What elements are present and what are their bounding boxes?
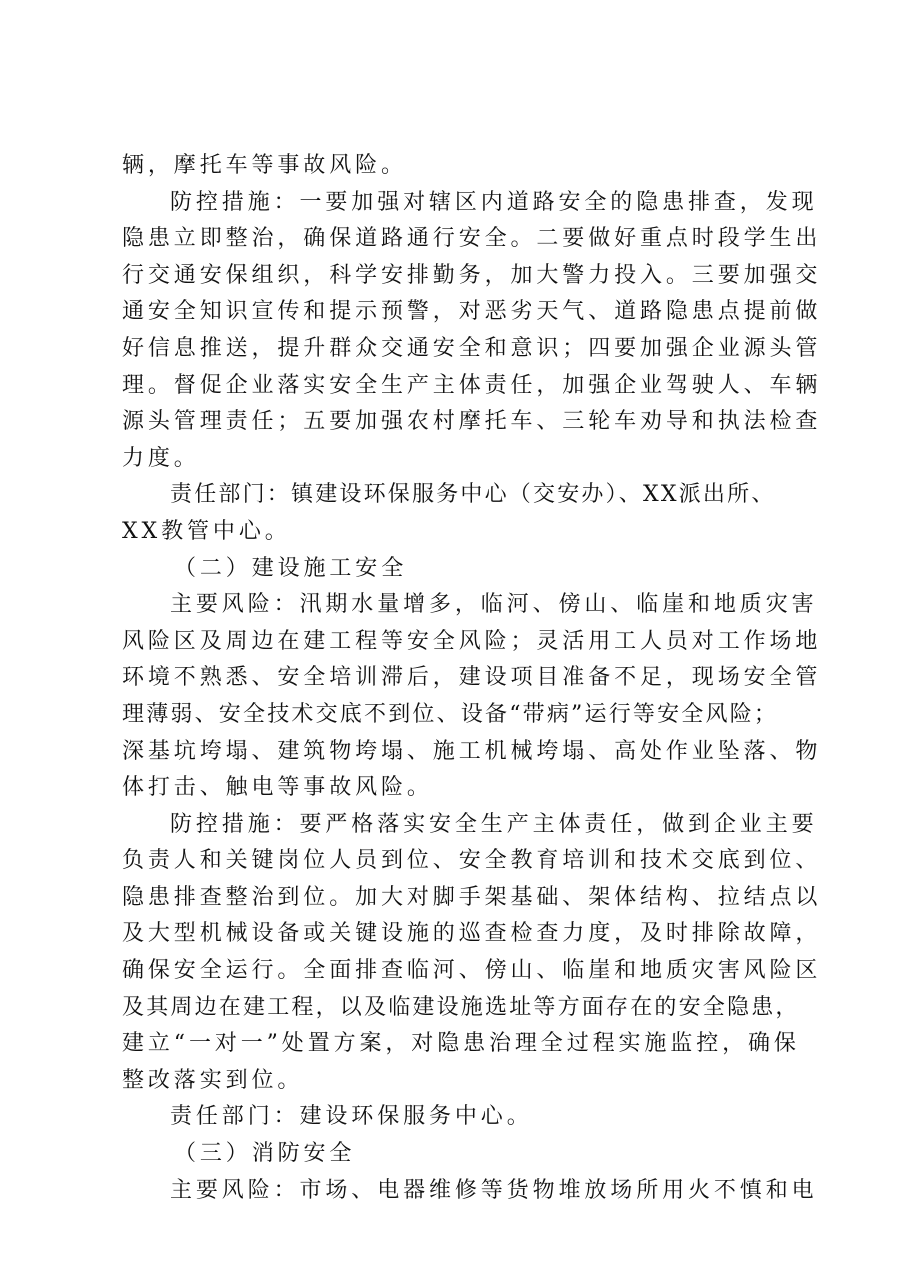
document-body	[122, 148, 822, 1209]
paragraph-line: 建立“一对一”处置方案，对隐患治理全过程实施监控，确保	[122, 1031, 800, 1057]
paragraph-line: 理薄弱、安全技术交底不到位、设备“带病”运行等安全风险；	[122, 701, 779, 727]
section-heading: （三）消防安全	[174, 1141, 356, 1167]
paragraph-line: 深基坑垮塌、建筑物垮塌、施工机械垮塌、高处作业坠落、物	[122, 738, 822, 764]
paragraph-line: 负责人和关键岗位人员到位、安全教育培训和技术交底到位、	[122, 848, 822, 874]
paragraph-line: 及大型机械设备或关键设施的巡查检查力度，及时排除故障，	[122, 921, 822, 947]
paragraph-line: 好信息推送，提升群众交通安全和意识；四要加强企业源头管	[122, 335, 822, 361]
paragraph-line: XX教管中心。	[122, 518, 291, 544]
paragraph-line: 责任部门：镇建设环保服务中心（交安办）、XX派出所、	[170, 482, 776, 508]
paragraph-line: 环境不熟悉、安全培训滞后，建设项目准备不足，现场安全管	[122, 665, 822, 691]
paragraph-line: 整改落实到位。	[122, 1067, 304, 1093]
paragraph-line: 理。督促企业落实安全生产主体责任，加强企业驾驶人、车辆	[122, 372, 822, 398]
paragraph-line: 行交通安保组织，科学安排勤务，加大警力投入。三要加强交	[122, 262, 822, 288]
paragraph-line: 源头管理责任；五要加强农村摩托车、三轮车劝导和执法检查	[122, 409, 822, 435]
paragraph-line: 及其周边在建工程，以及临建设施选址等方面存在的安全隐患，	[122, 994, 800, 1020]
section-heading: （二）建设施工安全	[174, 555, 408, 581]
paragraph-line: 风险区及周边在建工程等安全风险；灵活用工人员对工作场地	[122, 628, 822, 654]
paragraph-line: 主要风险：市场、电器维修等货物堆放场所用火不慎和电	[170, 1177, 818, 1203]
paragraph-line: 防控措施：一要加强对辖区内道路安全的隐患排查，发现	[170, 189, 818, 215]
paragraph-line: 责任部门：建设环保服务中心。	[170, 1104, 533, 1130]
paragraph-line: 通安全知识宣传和提示预警，对恶劣天气、道路隐患点提前做	[122, 299, 822, 325]
paragraph-line: 隐患立即整治，确保道路通行安全。二要做好重点时段学生出	[122, 226, 822, 252]
paragraph-line: 辆，摩托车等事故风险。	[122, 153, 407, 178]
paragraph-line: 防控措施：要严格落实安全生产主体责任，做到企业主要	[170, 811, 818, 837]
paragraph-line: 力度。	[122, 445, 200, 471]
paragraph-line: 确保安全运行。全面排查临河、傍山、临崖和地质灾害风险区	[122, 958, 822, 984]
paragraph-line: 隐患排查整治到位。加大对脚手架基础、架体结构、拉结点以	[122, 884, 822, 910]
paragraph-line: 体打击、触电等事故风险。	[122, 775, 433, 801]
paragraph-line: 主要风险：汛期水量增多，临河、傍山、临崖和地质灾害	[170, 592, 818, 618]
